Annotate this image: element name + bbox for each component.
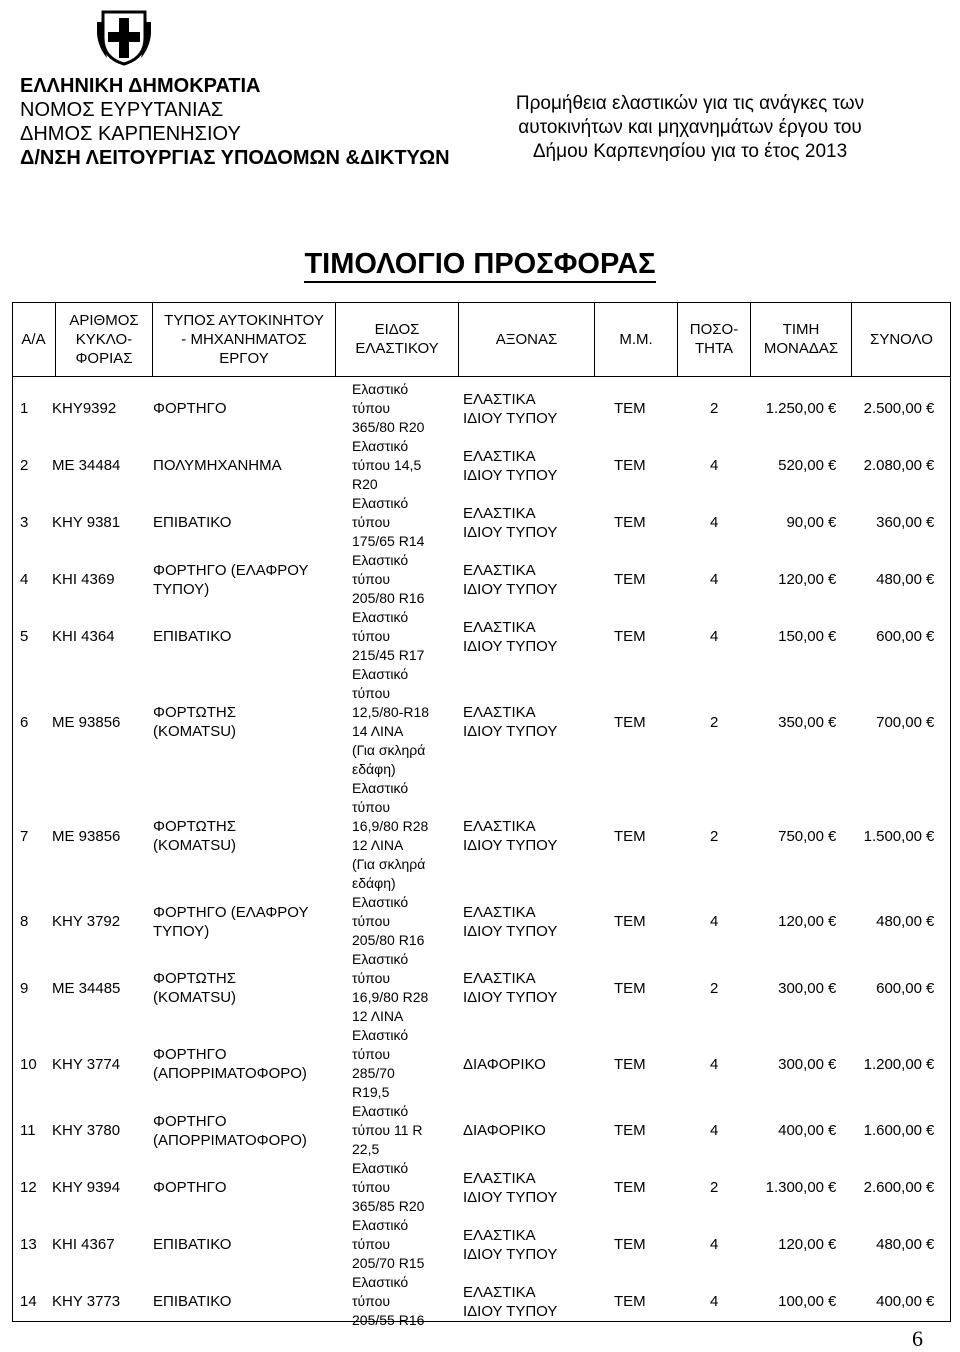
euro-sign: € <box>828 827 837 845</box>
cell-aa: 5 <box>20 628 29 645</box>
greek-emblem-icon <box>97 8 151 66</box>
issuer-line: ΔΗΜΟΣ ΚΑΡΠΕΝΗΣΙΟΥ <box>20 123 241 145</box>
cell-tyre-kind: Ελαστικό <box>352 495 409 511</box>
document-title-text: ΤΙΜΟΛΟΓΙΟ ΠΡΟΣΦΟΡΑΣ <box>304 248 655 283</box>
cell-aa: 8 <box>20 913 29 930</box>
cell-tyre-kind: 22,5 <box>352 1141 380 1157</box>
cell-axle: ΙΔΙΟΥ ΤΥΠΟΥ <box>463 1245 558 1263</box>
col-header-vehicle-type: ΤΥΠΟΣ ΑΥΤΟΚΙΝΗΤΟΥ - ΜΗΧΑΝΗΜΑΤΟΣ ΕΡΓΟΥ <box>164 311 324 367</box>
cell-vehicle-type: ΕΠΙΒΑΤΙΚΟ <box>153 1236 232 1253</box>
cell-total: 1.500,00 <box>863 827 922 845</box>
cell-plate: ΚΗΥ 3774 <box>52 1055 121 1073</box>
cell-tyre-kind: Ελαστικό <box>352 1274 409 1290</box>
cell-quantity: 2 <box>710 827 719 845</box>
procurement-subject <box>480 92 900 164</box>
cell-aa: 12 <box>20 1179 37 1196</box>
cell-tyre-kind: 205/70 R15 <box>352 1255 425 1271</box>
cell-unit: ΤΕΜ <box>614 457 646 474</box>
euro-sign: € <box>926 514 935 531</box>
cell-plate: ΜΕ 34485 <box>52 979 121 997</box>
cell-total: 400,00 <box>876 1293 922 1310</box>
cell-aa: 14 <box>20 1293 37 1310</box>
cell-tyre-kind: τύπου <box>352 685 391 701</box>
cell-tyre-kind: Ελαστικό <box>352 1160 409 1176</box>
col-header-unit: Μ.Μ. <box>619 330 653 348</box>
euro-sign: € <box>828 1122 837 1139</box>
cell-unit: ΤΕΜ <box>614 1179 646 1196</box>
cell-quantity: 4 <box>710 1293 719 1310</box>
cell-tyre-kind: Ελαστικό <box>352 1027 409 1043</box>
cell-unit: ΤΕΜ <box>614 1236 646 1253</box>
cell-tyre-kind: 16,9/80 R28 <box>352 989 429 1005</box>
cell-unit: ΤΕΜ <box>614 913 646 930</box>
cell-unit: ΤΕΜ <box>614 827 646 845</box>
euro-sign: € <box>926 1236 935 1253</box>
cell-total: 600,00 <box>876 979 922 997</box>
cell-axle: ΕΛΑΣΤΙΚΑ <box>463 1283 536 1301</box>
issuer-line: Δ/ΝΣΗ ΛΕΙΤΟΥΡΓΙΑΣ ΥΠΟΔΟΜΩΝ &ΔΙΚΤΥΩΝ <box>20 147 450 169</box>
cell-tyre-kind: Ελαστικό <box>352 780 409 796</box>
cell-axle: ΔΙΑΦΟΡΙΚΟ <box>463 1055 546 1073</box>
cell-tyre-kind: εδάφη) <box>352 761 396 777</box>
cell-quantity: 4 <box>710 571 719 588</box>
cell-tyre-kind: (Για σκληρά <box>352 742 426 758</box>
cell-unit: ΤΕΜ <box>614 1293 646 1310</box>
euro-sign: € <box>828 1293 837 1310</box>
cell-tyre-kind: 12 ΛΙΝΑ <box>352 837 404 853</box>
cell-tyre-kind: 205/80 R16 <box>352 932 425 948</box>
subject-line: αυτοκινήτων και μηχανημάτων έργου του <box>518 117 862 138</box>
cell-vehicle-type: ΦΟΡΤΗΓΟ <box>153 1046 227 1063</box>
euro-sign: € <box>828 1236 837 1253</box>
cell-unit-price: 120,00 <box>778 1236 824 1253</box>
subject-line: Δήμου Καρπενησίου για το έτος 2013 <box>532 141 848 162</box>
cell-quantity: 4 <box>710 457 719 474</box>
cell-plate: ΚΗΙ 4369 <box>52 571 115 588</box>
cell-vehicle-type: ΕΠΙΒΑΤΙΚΟ <box>153 514 232 531</box>
euro-sign: € <box>926 827 935 845</box>
col-header-total: ΣΥΝΟΛΟ <box>870 330 933 348</box>
cell-quantity: 4 <box>710 913 719 930</box>
cell-vehicle-type: (KOMATSU) <box>153 723 237 740</box>
cell-tyre-kind: τύπου <box>352 913 391 929</box>
cell-unit-price: 90,00 <box>786 514 824 531</box>
cell-total: 1.200,00 <box>863 1055 922 1073</box>
cell-axle: ΕΛΑΣΤΙΚΑ <box>463 704 536 721</box>
cell-total: 480,00 <box>876 913 922 930</box>
page-number: 6 <box>912 1326 923 1351</box>
cell-total: 700,00 <box>876 713 922 731</box>
cell-plate: ΜΕ 34484 <box>52 457 121 474</box>
cell-axle: ΕΛΑΣΤΙΚΑ <box>463 390 536 408</box>
cell-tyre-kind: τύπου <box>352 628 391 644</box>
cell-unit-price: 120,00 <box>778 913 824 930</box>
issuer-block <box>20 74 450 170</box>
cell-tyre-kind: Ελαστικό <box>352 951 409 967</box>
euro-sign: € <box>828 400 837 417</box>
cell-total: 600,00 <box>876 628 922 645</box>
cell-axle: ΙΔΙΟΥ ΤΥΠΟΥ <box>463 837 558 854</box>
cell-tyre-kind: 12 ΛΙΝΑ <box>352 1008 404 1024</box>
cell-axle: ΕΛΑΣΤΙΚΑ <box>463 818 536 835</box>
cell-vehicle-type: (KOMATSU) <box>153 989 237 1006</box>
table-header-row <box>12 302 951 377</box>
euro-sign: € <box>828 628 837 645</box>
cell-unit-price: 100,00 <box>778 1293 824 1310</box>
cell-unit: ΤΕΜ <box>614 571 646 588</box>
cell-plate: ΚΗΥ 9394 <box>52 1179 121 1196</box>
cell-aa: 10 <box>20 1055 37 1073</box>
cell-vehicle-type: ΦΟΡΤΗΓΟ <box>153 1179 227 1196</box>
cell-total: 1.600,00 <box>863 1122 922 1139</box>
cell-plate: ΚΗΥ 3792 <box>52 913 121 930</box>
cell-tyre-kind: Ελαστικό <box>352 438 409 454</box>
euro-sign: € <box>828 713 837 731</box>
cell-tyre-kind: τύπου <box>352 1046 391 1062</box>
col-header-tyre-kind: ΕΙΔΟΣ ΕΛΑΣΤΙΚΟΥ <box>355 321 439 357</box>
cell-tyre-kind: 12,5/80-R18 <box>352 704 430 720</box>
cell-unit-price: 1.300,00 <box>765 1179 824 1196</box>
cell-quantity: 2 <box>710 979 719 997</box>
euro-sign: € <box>828 514 837 531</box>
cell-axle: ΕΛΑΣΤΙΚΑ <box>463 1226 536 1244</box>
cell-plate: ΚΗΥ 3780 <box>52 1122 121 1139</box>
cell-plate: ΚΗΙ 4364 <box>52 628 115 645</box>
col-header-plate: ΑΡΙΘΜΟΣ ΚΥΚΛΟ- ΦΟΡΙΑΣ <box>69 311 139 367</box>
cell-quantity: 4 <box>710 1055 719 1073</box>
cell-unit-price: 150,00 <box>778 628 824 645</box>
cell-tyre-kind: 365/85 R20 <box>352 1198 425 1214</box>
cell-axle: ΕΛΑΣΤΙΚΑ <box>463 618 536 636</box>
cell-tyre-kind: τύπου <box>352 799 391 815</box>
price-offer-table <box>12 302 951 1328</box>
issuer-line: ΕΛΛΗΝΙΚΗ ΔΗΜΟΚΡΑΤΙΑ <box>20 75 261 97</box>
cell-unit: ΤΕΜ <box>614 1055 646 1073</box>
cell-tyre-kind: Ελαστικό <box>352 666 409 682</box>
cell-axle: ΕΛΑΣΤΙΚΑ <box>463 1169 536 1187</box>
cell-tyre-kind: Ελαστικό <box>352 894 409 910</box>
cell-unit: ΤΕΜ <box>614 979 646 997</box>
euro-sign: € <box>828 1055 837 1073</box>
cell-aa: 13 <box>20 1236 37 1253</box>
issuer-line: ΝΟΜΟΣ ΕΥΡΥΤΑΝΙΑΣ <box>20 99 224 121</box>
euro-sign: € <box>926 1055 935 1073</box>
cell-axle: ΕΛΑΣΤΙΚΑ <box>463 447 536 465</box>
cell-tyre-kind: Ελαστικό <box>352 1103 409 1119</box>
cell-aa: 1 <box>20 400 29 417</box>
cell-tyre-kind: 215/45 R17 <box>352 647 425 663</box>
col-header-aa: Α/Α <box>21 330 46 348</box>
cell-axle: ΙΔΙΟΥ ΤΥΠΟΥ <box>463 580 558 598</box>
euro-sign: € <box>926 400 935 417</box>
cell-tyre-kind: Ελαστικό <box>352 552 409 568</box>
cell-total: 480,00 <box>876 571 922 588</box>
cell-vehicle-type: (ΑΠΟΡΡΙΜΑΤΟΦΟΡΟ) <box>153 1131 307 1149</box>
cell-tyre-kind: R19,5 <box>352 1084 390 1100</box>
cell-tyre-kind: Ελαστικό <box>352 1217 409 1233</box>
cell-unit-price: 750,00 <box>778 827 824 845</box>
cell-tyre-kind: τύπου 14,5 <box>352 457 422 473</box>
cell-plate: ΚΗΥ 9381 <box>52 514 121 531</box>
cell-vehicle-type: ΦΟΡΤΗΓΟ (ΕΛΑΦΡΟΥ <box>153 903 309 921</box>
cell-aa: 3 <box>20 514 29 531</box>
cell-axle: ΙΔΙΟΥ ΤΥΠΟΥ <box>463 723 558 740</box>
cell-tyre-kind: τύπου <box>352 1293 391 1309</box>
cell-tyre-kind: τύπου <box>352 400 391 416</box>
cell-unit: ΤΕΜ <box>614 1122 646 1139</box>
cell-axle: ΙΔΙΟΥ ΤΥΠΟΥ <box>463 466 558 484</box>
cell-tyre-kind: τύπου <box>352 514 391 530</box>
cell-axle: ΙΔΙΟΥ ΤΥΠΟΥ <box>463 1188 558 1206</box>
cell-aa: 2 <box>20 457 29 474</box>
cell-tyre-kind: Ελαστικό <box>352 609 409 625</box>
cell-vehicle-type: ΤΥΠΟΥ) <box>153 922 210 940</box>
cell-axle: ΙΔΙΟΥ ΤΥΠΟΥ <box>463 922 558 940</box>
subject-line: Προμήθεια ελαστικών για τις ανάγκες των <box>515 93 865 114</box>
cell-unit-price: 300,00 <box>778 979 824 997</box>
cell-tyre-kind: τύπου <box>352 1179 391 1195</box>
euro-sign: € <box>926 1122 935 1139</box>
col-header-unit-price: ΤΙΜΗ ΜΟΝΑΔΑΣ <box>763 321 839 357</box>
euro-sign: € <box>828 571 837 588</box>
cell-tyre-kind: τύπου <box>352 970 391 986</box>
cell-tyre-kind: τύπου 11 R <box>352 1122 423 1138</box>
cell-axle: ΔΙΑΦΟΡΙΚΟ <box>463 1122 546 1139</box>
euro-sign: € <box>828 457 837 474</box>
cell-axle: ΕΛΑΣΤΙΚΑ <box>463 561 536 579</box>
euro-sign: € <box>828 913 837 930</box>
cell-tyre-kind: 14 ΛΙΝΑ <box>352 723 404 739</box>
cell-plate: ΜΕ 93856 <box>52 713 121 731</box>
cell-vehicle-type: ΦΟΡΤΗΓΟ <box>153 1112 227 1130</box>
cell-plate: ΚΗΥ9392 <box>52 400 117 417</box>
cell-quantity: 4 <box>710 1236 719 1253</box>
cell-axle: ΙΔΙΟΥ ΤΥΠΟΥ <box>463 409 558 427</box>
cell-tyre-kind: 285/70 <box>352 1065 395 1081</box>
euro-sign: € <box>828 979 837 997</box>
cell-vehicle-type: (KOMATSU) <box>153 837 237 854</box>
col-header-axle: ΑΞΟΝΑΣ <box>495 330 558 348</box>
cell-aa: 4 <box>20 571 29 588</box>
cell-unit: ΤΕΜ <box>614 514 646 531</box>
euro-sign: € <box>926 571 935 588</box>
cell-unit-price: 1.250,00 <box>765 400 824 417</box>
cell-axle: ΙΔΙΟΥ ΤΥΠΟΥ <box>463 637 558 655</box>
euro-sign: € <box>926 1179 935 1196</box>
cell-aa: 7 <box>20 827 29 845</box>
euro-sign: € <box>926 913 935 930</box>
cell-tyre-kind: 175/65 R14 <box>352 533 425 549</box>
cell-aa: 9 <box>20 979 29 997</box>
cell-vehicle-type: (ΑΠΟΡΡΙΜΑΤΟΦΟΡΟ) <box>153 1065 307 1082</box>
cell-vehicle-type: ΦΟΡΤΩΤΗΣ <box>153 970 237 987</box>
cell-tyre-kind: εδάφη) <box>352 875 396 891</box>
cell-plate: ΚΗΙ 4367 <box>52 1236 115 1253</box>
cell-vehicle-type: ΦΟΡΤΗΓΟ <box>153 400 227 417</box>
cell-axle: ΕΛΑΣΤΙΚΑ <box>463 903 536 921</box>
cell-unit-price: 300,00 <box>778 1055 824 1073</box>
cell-vehicle-type: ΕΠΙΒΑΤΙΚΟ <box>153 628 232 645</box>
cell-unit-price: 400,00 <box>778 1122 824 1139</box>
cell-total: 2.600,00 <box>863 1179 922 1196</box>
cell-aa: 11 <box>20 1122 36 1139</box>
cell-unit: ΤΕΜ <box>614 400 646 417</box>
cell-unit: ΤΕΜ <box>614 713 646 731</box>
cell-vehicle-type: ΕΠΙΒΑΤΙΚΟ <box>153 1293 232 1310</box>
cell-unit-price: 350,00 <box>778 713 824 731</box>
euro-sign: € <box>926 713 935 731</box>
cell-total: 2.080,00 <box>863 457 922 474</box>
cell-plate: ΚΗΥ 3773 <box>52 1293 121 1310</box>
cell-tyre-kind: 365/80 R20 <box>352 419 425 435</box>
cell-vehicle-type: ΦΟΡΤΩΤΗΣ <box>153 818 237 835</box>
euro-sign: € <box>828 1179 837 1196</box>
cell-tyre-kind: R20 <box>352 476 378 492</box>
cell-plate: ΜΕ 93856 <box>52 827 121 845</box>
cell-unit: ΤΕΜ <box>614 628 646 645</box>
cell-tyre-kind: 205/55 R16 <box>352 1312 425 1328</box>
cell-vehicle-type: ΦΟΡΤΗΓΟ (ΕΛΑΦΡΟΥ <box>153 561 309 579</box>
cell-unit-price: 120,00 <box>778 571 824 588</box>
cell-axle: ΙΔΙΟΥ ΤΥΠΟΥ <box>463 523 558 541</box>
cell-vehicle-type: ΦΟΡΤΩΤΗΣ <box>153 704 237 721</box>
cell-quantity: 2 <box>710 400 719 417</box>
euro-sign: € <box>926 457 935 474</box>
euro-sign: € <box>926 979 935 997</box>
col-header-quantity: ΠΟΣΟ- ΤΗΤΑ <box>689 321 739 357</box>
cell-vehicle-type: ΤΥΠΟΥ) <box>153 580 210 598</box>
cell-unit-price: 520,00 <box>778 457 824 474</box>
cell-axle: ΕΛΑΣΤΙΚΑ <box>463 970 536 987</box>
cell-tyre-kind: τύπου <box>352 571 391 587</box>
cell-quantity: 2 <box>710 713 719 731</box>
cell-axle: ΙΔΙΟΥ ΤΥΠΟΥ <box>463 1302 558 1320</box>
cell-tyre-kind: τύπου <box>352 1236 391 1252</box>
cell-total: 360,00 <box>876 514 922 531</box>
cell-quantity: 4 <box>710 514 719 531</box>
cell-tyre-kind: Ελαστικό <box>352 381 409 397</box>
cell-axle: ΕΛΑΣΤΙΚΑ <box>463 504 536 522</box>
cell-tyre-kind: 205/80 R16 <box>352 590 425 606</box>
cell-vehicle-type: ΠΟΛΥΜΗΧΑΝΗΜΑ <box>153 457 282 474</box>
euro-sign: € <box>926 628 935 645</box>
cell-quantity: 4 <box>710 1122 719 1139</box>
euro-sign: € <box>926 1293 935 1310</box>
cell-aa: 6 <box>20 713 29 731</box>
document-title <box>0 248 960 281</box>
cell-axle: ΙΔΙΟΥ ΤΥΠΟΥ <box>463 989 558 1006</box>
cell-tyre-kind: 16,9/80 R28 <box>352 818 429 834</box>
cell-quantity: 4 <box>710 628 719 645</box>
cell-tyre-kind: (Για σκληρά <box>352 856 426 872</box>
cell-quantity: 2 <box>710 1179 719 1196</box>
cell-total: 480,00 <box>876 1236 922 1253</box>
cell-total: 2.500,00 <box>863 400 922 417</box>
